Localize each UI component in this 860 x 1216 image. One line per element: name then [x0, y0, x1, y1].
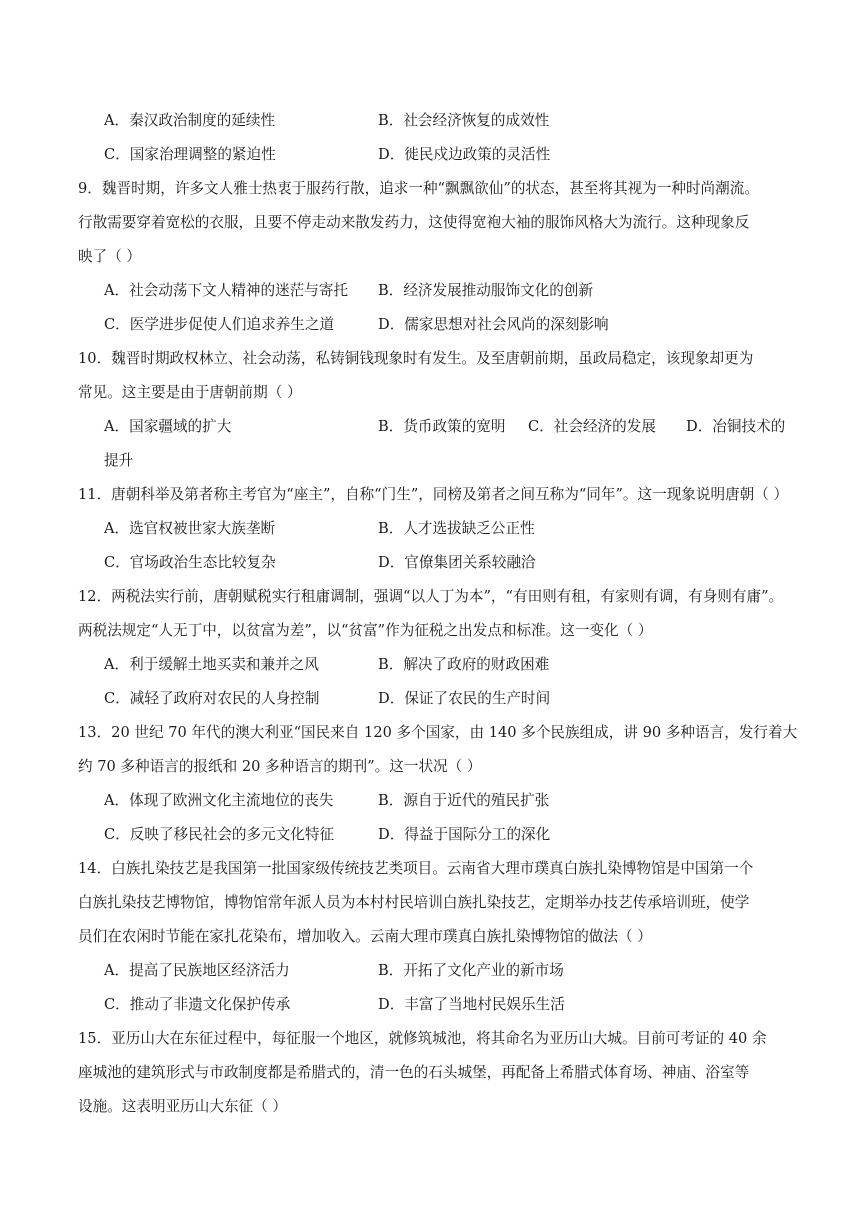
option-c[interactable]: C．社会经济的发展: [528, 418, 656, 435]
option-c[interactable]: C．医学进步促使人们追求养生之道: [104, 316, 335, 333]
option-c[interactable]: C．推动了非遗文化保护传承: [104, 996, 291, 1013]
question-stem-line: 白族扎染技艺博物馆，博物馆常年派人员为本村村民培训白族扎染技艺，定期举办技艺传承培训班，使学: [78, 894, 750, 911]
option-d[interactable]: D．丰富了当地村民娱乐生活: [378, 996, 565, 1013]
question-stem-line: 11．唐朝科举及第者称主考官为“座主”，自称“门生”，同榜及第者之间互称为“同年”。这一现象说明唐朝（ ）: [78, 486, 789, 503]
question-stem-line: 10．魏晋时期政权林立、社会动荡，私铸铜钱现象时有发生。及至唐朝前期，虽政局稳定，该现象却更为: [78, 350, 754, 367]
option-d[interactable]: D．徙民戍边政策的灵活性: [378, 146, 551, 163]
option-d[interactable]: D．得益于国际分工的深化: [378, 826, 551, 843]
question-stem-line: 两税法规定“人无丁中，以贫富为差”，以“贫富”作为征税之出发点和标准。这一变化（ ）: [78, 622, 653, 639]
question-stem-line: 12．两税法实行前，唐朝赋税实行租庸调制，强调“以人丁为本”，“有田则有租，有家则有调，有身则有庸”。: [78, 588, 784, 605]
option-a[interactable]: A．国家疆域的扩大: [104, 418, 232, 435]
option-d-wrap: 提升: [104, 452, 134, 469]
option-b[interactable]: B．解决了政府的财政困难: [378, 656, 550, 673]
option-a[interactable]: A．选官权被世家大族垄断: [104, 520, 276, 537]
question-stem-line: 13．20 世纪 70 年代的澳大利亚“国民来自 120 多个国家，由 140 多个民族组成，讲 90 多种语言，发行着大: [78, 724, 798, 741]
question-stem-line: 9．魏晋时期，许多文人雅士热衷于服药行散，追求一种“飘飘欲仙”的状态，甚至将其视为一种时尚潮流。: [78, 180, 759, 197]
option-b[interactable]: B．社会经济恢复的成效性: [378, 112, 550, 129]
option-b[interactable]: B．人才选拔缺乏公正性: [378, 520, 535, 537]
option-b[interactable]: B．开拓了文化产业的新市场: [378, 962, 564, 979]
option-a[interactable]: A．体现了欧洲文化主流地位的丧失: [104, 792, 334, 809]
question-stem-line: 常见。这主要是由于唐朝前期（ ）: [78, 384, 302, 401]
option-d[interactable]: D．儒家思想对社会风尚的深刻影响: [378, 316, 609, 333]
option-b[interactable]: B．源自于近代的殖民扩张: [378, 792, 550, 809]
question-stem-line: 14．白族扎染技艺是我国第一批国家级传统技艺类项目。云南省大理市璞真白族扎染博物馆是中国第一个: [78, 860, 754, 877]
option-c[interactable]: C．官场政治生态比较复杂: [104, 554, 276, 571]
option-d[interactable]: D．官僚集团关系较融洽: [378, 554, 536, 571]
question-stem-line: 映了（ ）: [78, 248, 142, 265]
option-a[interactable]: A．秦汉政治制度的延续性: [104, 112, 276, 129]
option-c[interactable]: C．国家治理调整的紧迫性: [104, 146, 276, 163]
option-a[interactable]: A．社会动荡下文人精神的迷茫与寄托: [104, 282, 349, 299]
question-stem-line: 约 70 多种语言的报纸和 20 多种语言的期刊”。这一状况（ ）: [78, 758, 482, 775]
option-c[interactable]: C．减轻了政府对农民的人身控制: [104, 690, 320, 707]
question-stem-line: 员们在农闲时节能在家扎花染布，增加收入。云南大理市璞真白族扎染博物馆的做法（ ）: [78, 928, 652, 945]
question-stem-line: 15．亚历山大在东征过程中，每征服一个地区，就修筑城池，将其命名为亚历山大城。目前可考证的 40 余: [78, 1030, 767, 1047]
option-a[interactable]: A．提高了民族地区经济活力: [104, 962, 290, 979]
option-d[interactable]: D．冶铜技术的: [686, 418, 786, 435]
option-b[interactable]: B．货币政策的宽明: [378, 418, 506, 435]
option-a[interactable]: A．利于缓解土地买卖和兼并之风: [104, 656, 319, 673]
question-stem-line: 设施。这表明亚历山大东征（ ）: [78, 1098, 287, 1115]
option-b[interactable]: B．经济发展推动服饰文化的创新: [378, 282, 594, 299]
option-d[interactable]: D．保证了农民的生产时间: [378, 690, 551, 707]
option-c[interactable]: C．反映了移民社会的多元文化特征: [104, 826, 335, 843]
question-stem-line: 行散需要穿着宽松的衣服，且要不停走动来散发药力，这使得宽袍大袖的服饰风格大为流行。这种现象反: [78, 214, 750, 231]
question-stem-line: 座城池的建筑形式与市政制度都是希腊式的，清一色的石头城堡，再配备上希腊式体育场、神庙、浴室等: [78, 1064, 750, 1081]
